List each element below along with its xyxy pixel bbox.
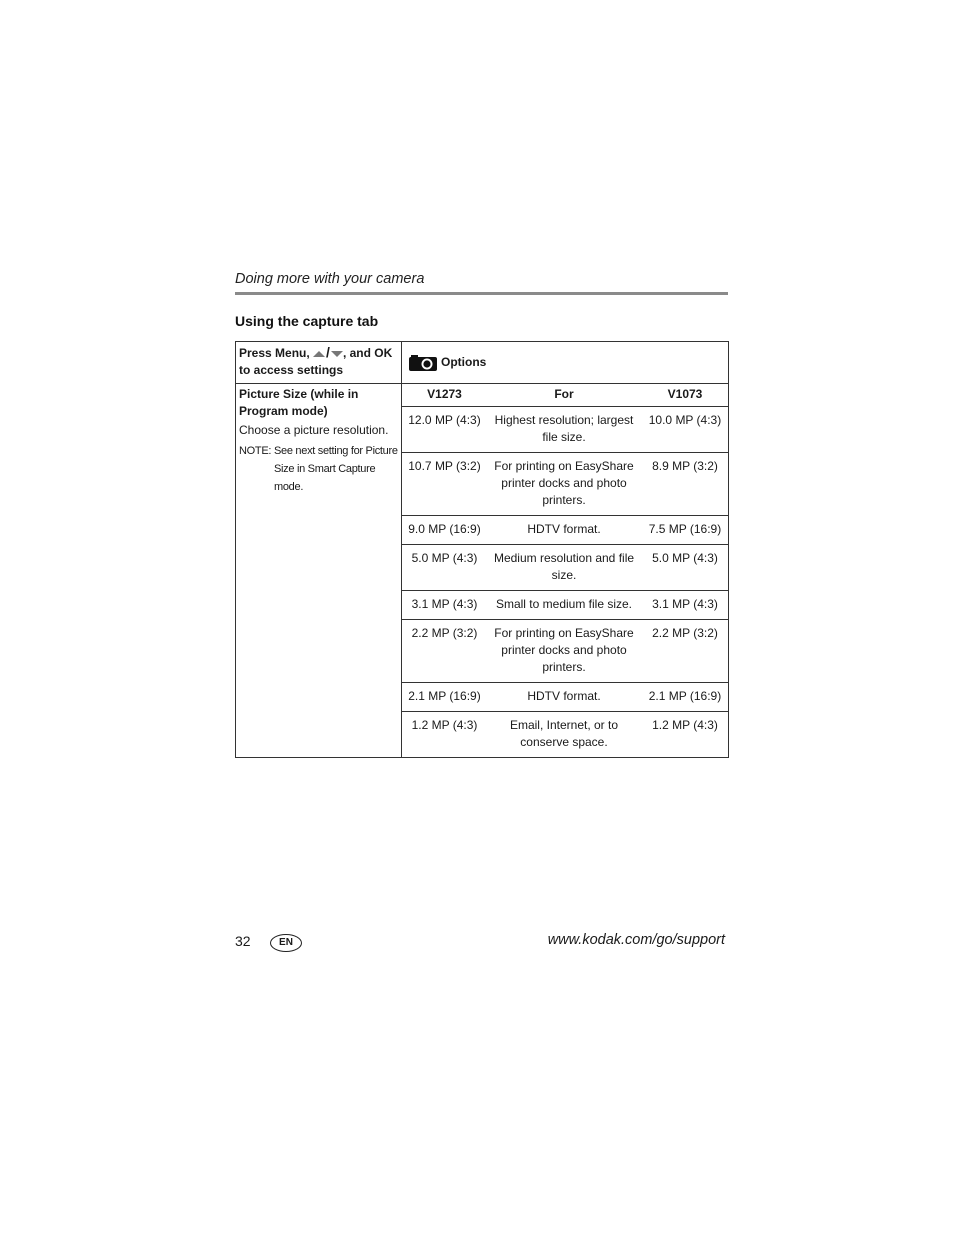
cell-v1273: 3.1 MP (4:3) [402, 591, 487, 620]
note-text: See next setting for Picture Size in Smart Capture mode. [274, 445, 398, 493]
support-url-link[interactable]: www.kodak.com/go/support [547, 932, 725, 948]
resolution-table [402, 384, 729, 757]
table-row [402, 453, 729, 516]
cell-for: Medium resolution and file size. [487, 545, 641, 591]
setting-title: Picture Size (while in Program mode) [239, 387, 359, 418]
cell-v1073: 1.2 MP (4:3) [652, 718, 718, 732]
down-arrow-icon [331, 351, 343, 357]
cell-v1273: 1.2 MP (4:3) [411, 718, 478, 732]
cell-v1273: 2.2 MP (3:2) [402, 620, 487, 683]
resolution-options-cell [402, 384, 729, 758]
note-label: NOTE: [239, 445, 272, 457]
table-row [402, 545, 729, 591]
cell-v1073: 10.0 MP (4:3) [641, 407, 729, 453]
running-header: Doing more with your camera [235, 271, 425, 287]
note [239, 442, 398, 496]
picture-size-row [236, 384, 729, 758]
slash-icon: / [326, 344, 330, 360]
table-row [402, 591, 729, 620]
table-row [402, 620, 729, 683]
capture-settings-table [235, 341, 729, 758]
column-header-v1073: V1073 [641, 384, 729, 407]
cell-for: Highest resolution; largest file size. [487, 407, 641, 453]
column-header-for: For [487, 384, 641, 407]
cell-v1073: 2.2 MP (3:2) [641, 620, 729, 683]
instructions-part2: , and OK to access settings [239, 346, 393, 377]
table-row [402, 407, 729, 453]
options-label: Options [441, 354, 487, 369]
cell-v1273: 9.0 MP (16:9) [402, 516, 487, 545]
cell-v1273: 5.0 MP (4:3) [402, 545, 487, 591]
header-rule [235, 292, 728, 295]
table-header-row [236, 342, 729, 384]
options-cell [402, 342, 729, 384]
cell-v1073: 3.1 MP (4:3) [641, 591, 729, 620]
cell-v1073: 8.9 MP (3:2) [641, 453, 729, 516]
cell-for: For printing on EasyShare printer docks and photo printers. [487, 620, 641, 683]
cell-v1073: 5.0 MP (4:3) [641, 545, 729, 591]
cell-v1073: 7.5 MP (16:9) [641, 516, 729, 545]
cell-for: HDTV format. [487, 516, 641, 545]
column-header-v1273: V1273 [402, 384, 487, 407]
cell-for: Email, Internet, or to conserve space. [509, 718, 619, 749]
page-number: 32 [235, 933, 251, 949]
camera-icon [408, 354, 438, 372]
instructions-cell [236, 342, 402, 384]
table-row [402, 683, 729, 712]
table-row [402, 516, 729, 545]
cell-v1273: 10.7 MP (3:2) [402, 453, 487, 516]
up-arrow-icon [313, 351, 325, 357]
section-title: Using the capture tab [235, 313, 379, 329]
setting-description: Choose a picture resolution. [239, 423, 389, 437]
cell-for: For printing on EasyShare printer docks and photo printers. [487, 453, 641, 516]
cell-v1073: 2.1 MP (16:9) [641, 683, 729, 712]
setting-cell [236, 384, 402, 758]
instructions-part1: Press Menu, [239, 346, 310, 360]
table-row [402, 712, 729, 758]
resolution-header-row [402, 384, 729, 407]
cell-v1273: 2.1 MP (16:9) [402, 683, 487, 712]
cell-for: HDTV format. [487, 683, 641, 712]
cell-v1273: 12.0 MP (4:3) [402, 407, 487, 453]
cell-for: Small to medium file size. [487, 591, 641, 620]
language-badge: EN [270, 934, 302, 952]
